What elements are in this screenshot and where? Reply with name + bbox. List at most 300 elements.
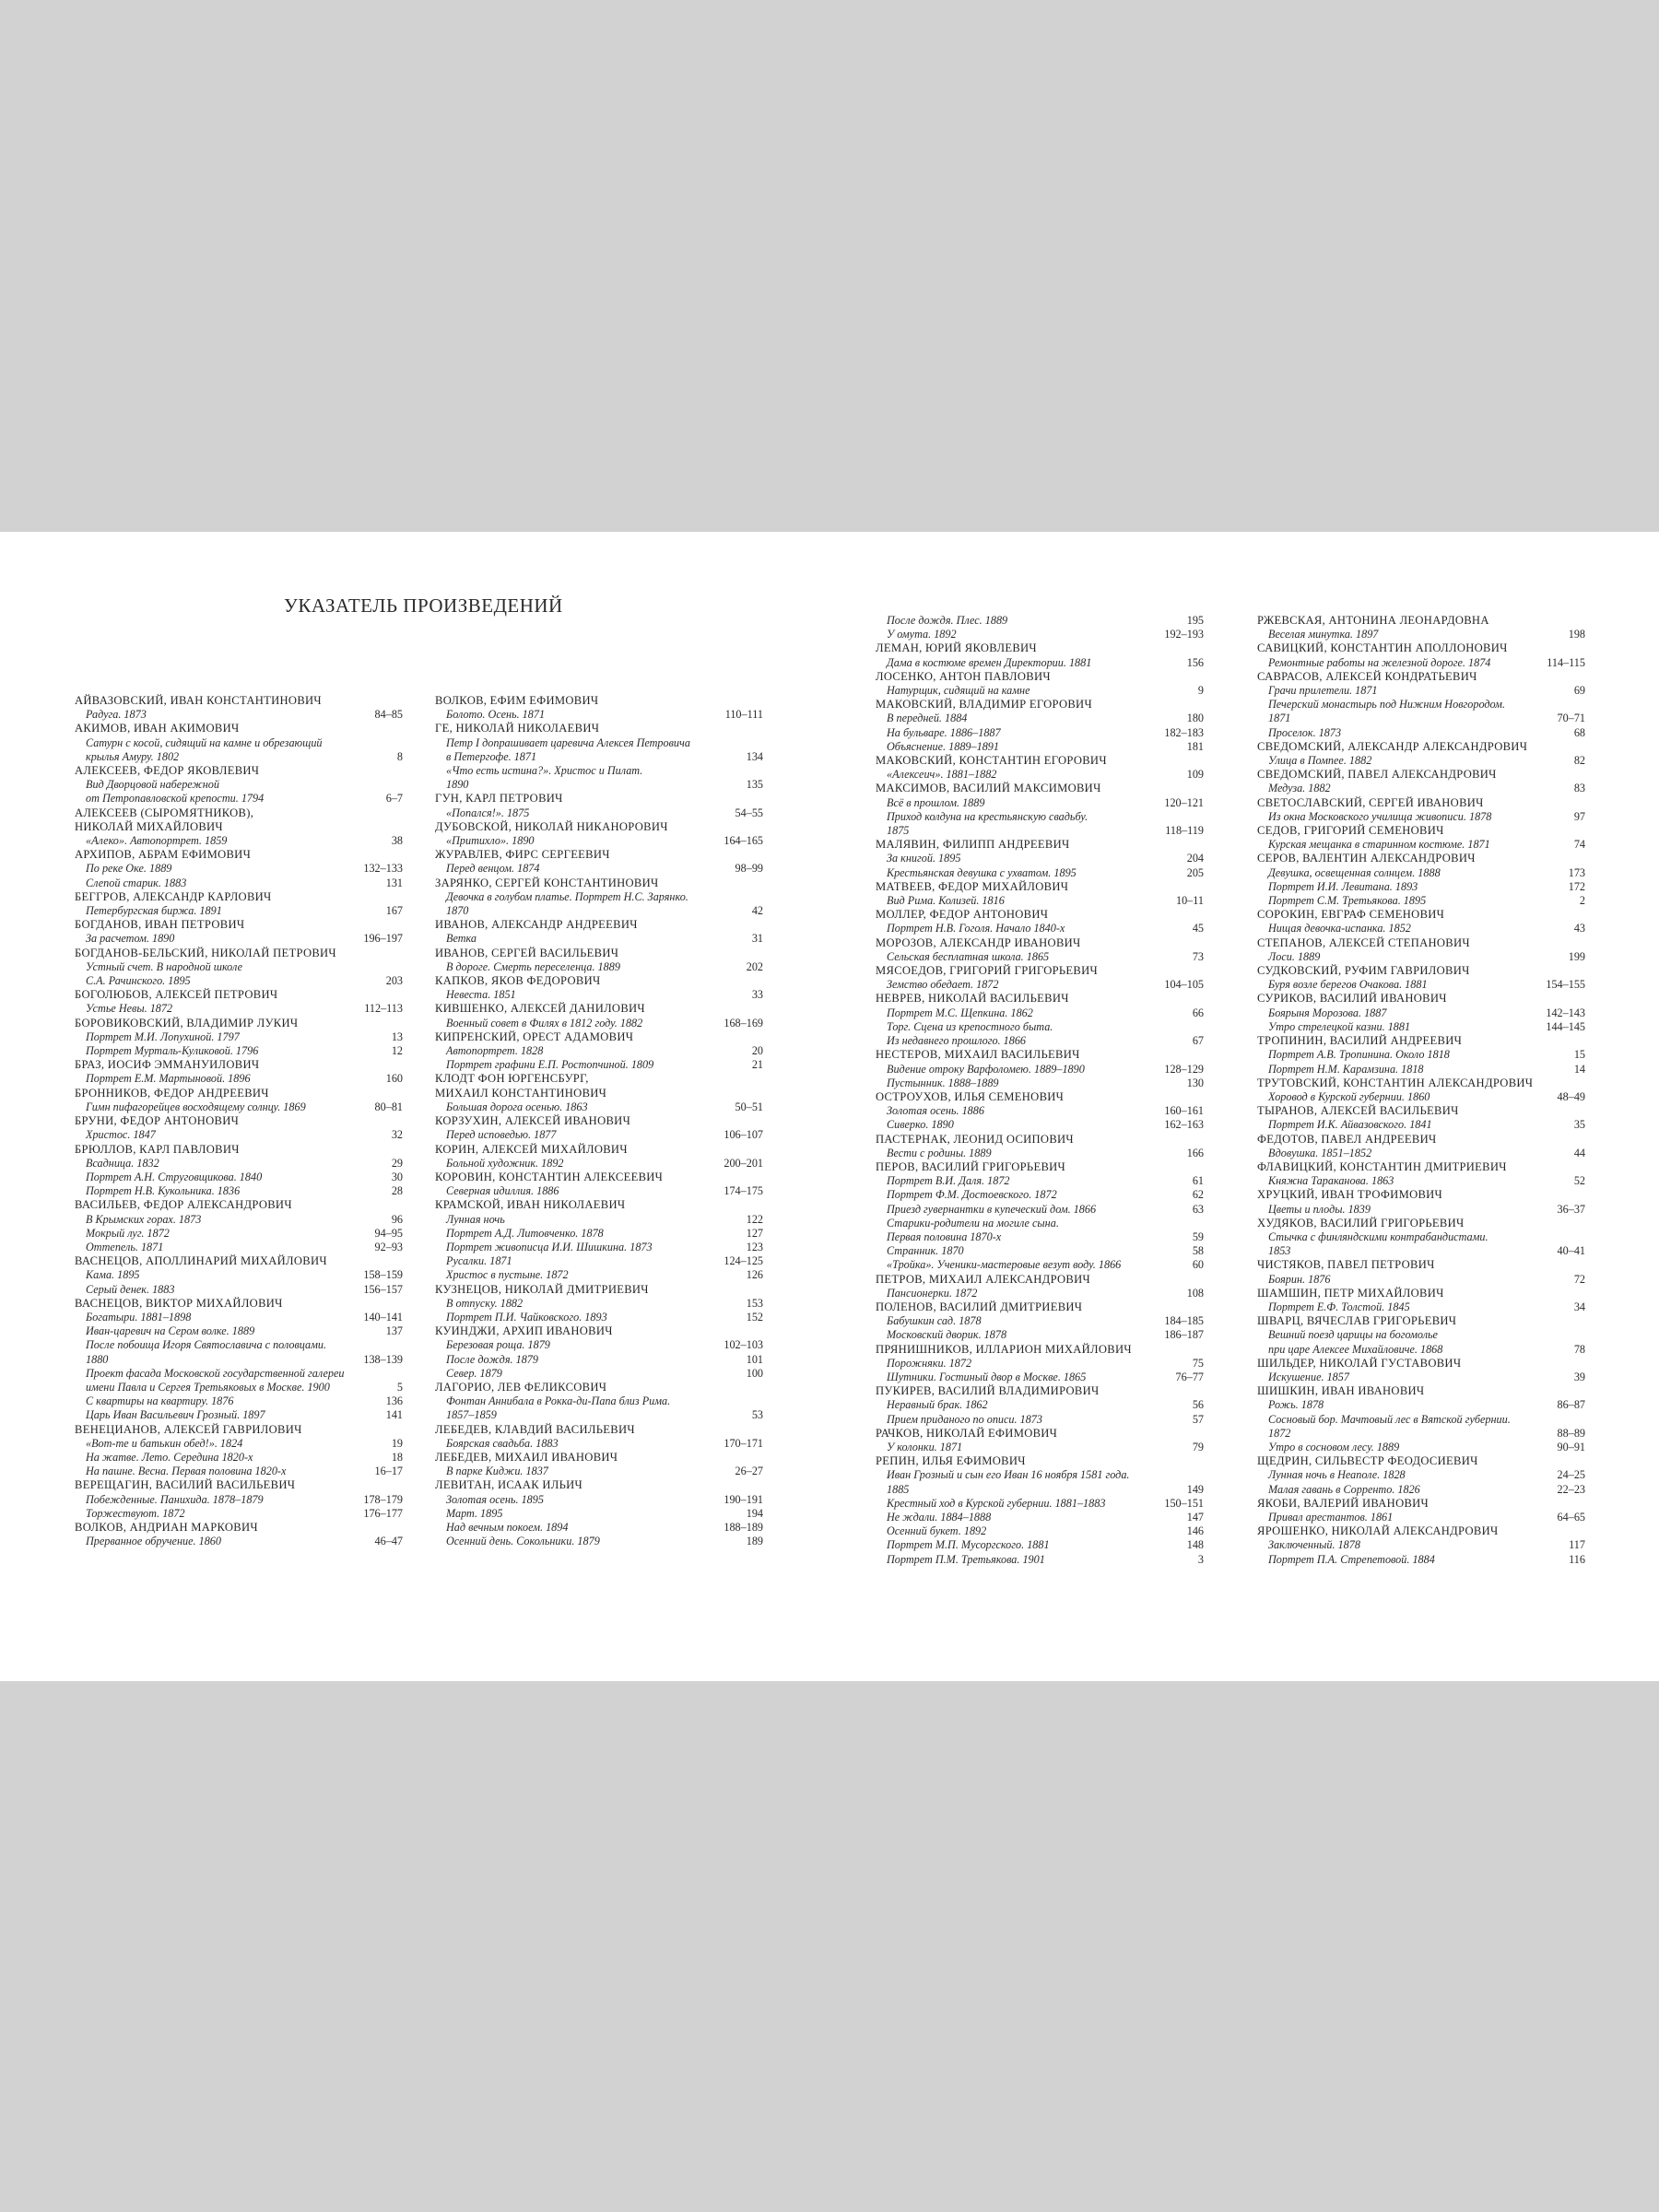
work-row (1257, 1441, 1585, 1454)
index-entry (435, 1072, 763, 1086)
index-entry (435, 1283, 763, 1325)
work-title: Заключенный. 1878 (1268, 1538, 1360, 1552)
work-row (75, 1311, 403, 1324)
index-entry (435, 1087, 763, 1114)
index-entry (75, 1521, 403, 1548)
page-number: 106–107 (724, 1128, 763, 1142)
work-row (75, 1268, 403, 1282)
artist-name: ИВАНОВ, СЕРГЕЙ ВАСИЛЬЕВИЧ (435, 946, 619, 959)
page-number: 123 (746, 1240, 763, 1253)
work-title: Иван-царевич на Сером волке. 1889 (86, 1324, 255, 1338)
work-row (876, 1314, 1204, 1328)
page-number: 184–185 (1164, 1314, 1204, 1328)
work-title: Стычка с финляндскими контрабандистами. 1853 (1268, 1230, 1488, 1258)
index-entry (75, 764, 403, 806)
artist-name: БОГДАНОВ, ИВАН ПЕТРОВИЧ (75, 918, 245, 932)
work-row (876, 1118, 1204, 1132)
page-number: 18 (391, 1450, 403, 1464)
page-number: 117 (1569, 1538, 1585, 1552)
work-row (1257, 1371, 1585, 1384)
work-title: В отпуску. 1882 (446, 1296, 524, 1310)
work-title: «Что есть истина?». Христос и Пилат. 1890 (446, 764, 643, 792)
artist-name: КОРИН, АЛЕКСЕЙ МИХАЙЛОВИЧ (435, 1142, 628, 1156)
work-row (876, 726, 1204, 740)
work-row (1257, 810, 1585, 824)
work-row (435, 890, 763, 918)
artist-name: ТРОПИНИН, ВАСИЛИЙ АНДРЕЕВИЧ (1257, 1034, 1463, 1048)
work-row (75, 1338, 403, 1366)
work-title: Привал арестантов. 1861 (1268, 1511, 1394, 1524)
artist-name: ЯРОШЕНКО, НИКОЛАЙ АЛЕКСАНДРОВИЧ (1257, 1524, 1499, 1538)
page-number: 80–81 (374, 1100, 403, 1113)
page-number: 124–125 (724, 1254, 763, 1268)
work-row (435, 1044, 763, 1058)
artist-name: КУЗНЕЦОВ, НИКОЛАЙ ДМИТРИЕВИЧ (435, 1282, 649, 1296)
page-number: 188–189 (724, 1520, 763, 1534)
index-entry (876, 1133, 1204, 1160)
work-row (876, 1077, 1204, 1090)
page-number: 137 (385, 1324, 403, 1338)
work-row (435, 1184, 763, 1198)
index-entry (1257, 1188, 1585, 1216)
work-title: Прием приданого по описи. 1873 (887, 1412, 1042, 1426)
work-title: Видение отроку Варфоломею. 1889–1890 (887, 1062, 1085, 1076)
artist-name: КРАМСКОЙ, ИВАН НИКОЛАЕВИЧ (435, 1198, 626, 1212)
page-number: 84–85 (374, 708, 403, 722)
page-number: 63 (1192, 1202, 1204, 1216)
page-number: 75 (1192, 1356, 1204, 1370)
page-number: 147 (1186, 1511, 1204, 1524)
page-number: 29 (391, 1156, 403, 1170)
work-title: Золотая осень. 1895 (446, 1492, 544, 1506)
index-entry (75, 890, 403, 918)
work-title: Вешний поезд царицы на богомолье при царе Алексее Михайловиче. 1868 (1268, 1328, 1443, 1356)
artist-name: СВЕДОМСКИЙ, АЛЕКСАНДР АЛЕКСАНДРОВИЧ (1257, 739, 1528, 753)
work-title: Портрет П.А. Стрепетовой. 1884 (1268, 1552, 1435, 1566)
page-number: 192–193 (1164, 628, 1204, 641)
page-number: 62 (1192, 1188, 1204, 1202)
page-number: 10–11 (1175, 894, 1204, 908)
work-row (1257, 1483, 1585, 1497)
page-number: 176–177 (363, 1506, 403, 1520)
work-title: Объяснение. 1889–1891 (887, 739, 999, 753)
artist-name: МАЛЯВИН, ФИЛИПП АНДРЕЕВИЧ (876, 838, 1070, 852)
work-row (1257, 1063, 1585, 1077)
page-number: 101 (746, 1352, 763, 1366)
artist-name: АКИМОВ, ИВАН АКИМОВИЧ (75, 722, 240, 735)
work-title: В парке Киджи. 1837 (446, 1465, 548, 1478)
artist-name: ВАСНЕЦОВ, АПОЛЛИНАРИЙ МИХАЙЛОВИЧ (75, 1254, 327, 1268)
index-entry (1257, 1034, 1585, 1077)
work-row (1257, 1413, 1585, 1441)
work-row (1257, 1048, 1585, 1062)
work-title: Крестьянская девушка с ухватом. 1895 (887, 865, 1077, 879)
work-row (1257, 1300, 1585, 1314)
artist-name: МИХАИЛ КОНСТАНТИНОВИЧ (435, 1086, 607, 1100)
artist-name: ОСТРОУХОВ, ИЛЬЯ СЕМЕНОВИЧ (876, 1089, 1065, 1103)
page-number: 203 (385, 974, 403, 988)
work-title: Проселок. 1873 (1268, 725, 1342, 739)
work-row (876, 1147, 1204, 1160)
work-title: Хоровод в Курской губернии. 1860 (1268, 1089, 1430, 1103)
index-entry (75, 988, 403, 1016)
work-row (876, 1497, 1204, 1511)
page-number: 140–141 (363, 1310, 403, 1324)
work-title: Военный совет в Филях в 1812 году. 1882 (446, 1016, 643, 1030)
work-row (75, 736, 403, 764)
work-title: После дождя. 1879 (446, 1352, 538, 1366)
work-title: На бульваре. 1886–1887 (887, 725, 1001, 739)
index-entry (1257, 1217, 1585, 1259)
index-entry (75, 1198, 403, 1254)
artist-name: ТРУТОВСКИЙ, КОНСТАНТИН АЛЕКСАНДРОВИЧ (1257, 1076, 1534, 1089)
work-title: Лоси. 1889 (1268, 949, 1321, 963)
index-entry (1257, 852, 1585, 908)
artist-name: ХРУЦКИЙ, ИВАН ТРОФИМОВИЧ (1257, 1188, 1443, 1202)
artist-name: КОРЗУХИН, АЛЕКСЕЙ ИВАНОВИЧ (435, 1114, 631, 1128)
work-row (876, 894, 1204, 908)
work-row (435, 1493, 763, 1507)
work-row (75, 1128, 403, 1142)
work-row (435, 1227, 763, 1241)
work-row (435, 862, 763, 876)
work-row (1257, 656, 1585, 670)
artist-name: ШВАРЦ, ВЯЧЕСЛАВ ГРИГОРЬЕВИЧ (1257, 1314, 1457, 1328)
work-title: Сатурн с косой, сидящий на камне и обрезающий крылья Амуру. 1802 (86, 735, 323, 763)
page-number: 9 (1197, 684, 1204, 698)
work-title: В передней. 1884 (887, 712, 968, 725)
page-number: 108 (1186, 1286, 1204, 1300)
page-number: 168–169 (724, 1016, 763, 1030)
index-entry (435, 694, 763, 722)
page-number: 144–145 (1546, 1019, 1585, 1033)
page-number: 182–183 (1164, 725, 1204, 739)
work-title: После дождя. Плес. 1889 (887, 614, 1008, 627)
index-entry (75, 1114, 403, 1142)
page-number: 67 (1192, 1034, 1204, 1048)
index-entry (1257, 964, 1585, 992)
work-title: Бабушкин сад. 1878 (887, 1314, 982, 1328)
index-column-3 (876, 614, 1204, 1567)
work-row (876, 1538, 1204, 1552)
work-title: «Притихло». 1890 (446, 834, 535, 848)
work-title: Христос. 1847 (86, 1128, 156, 1142)
work-row (75, 904, 403, 918)
work-row (1257, 628, 1585, 641)
work-title: «Вот-те и батькин обед!». 1824 (86, 1436, 243, 1450)
page-number: 141 (385, 1408, 403, 1422)
work-title: Русалки. 1871 (446, 1254, 512, 1268)
page-number: 135 (746, 778, 763, 792)
work-row (1257, 1468, 1585, 1482)
work-title: Старики-родители на могиле сына. Первая половина 1870-х (887, 1216, 1059, 1243)
work-title: Портрет В.И. Даля. 1872 (887, 1174, 1010, 1188)
index-entry (1257, 1258, 1585, 1286)
work-row (876, 628, 1204, 641)
page-number: 138–139 (363, 1352, 403, 1366)
artist-name: ФЕДОТОВ, ПАВЕЛ АНДРЕЕВИЧ (1257, 1132, 1437, 1146)
work-title: Грачи прилетели. 1871 (1268, 684, 1378, 698)
work-row (75, 1535, 403, 1548)
artist-name: САВРАСОВ, АЛЕКСЕЙ КОНДРАТЬЕВИЧ (1257, 669, 1477, 683)
work-row (75, 1324, 403, 1338)
page-number: 167 (385, 904, 403, 918)
artist-name: ЛЕБЕДЕВ, КЛАВДИЙ ВАСИЛЬЕВИЧ (435, 1422, 635, 1436)
work-row (75, 1213, 403, 1227)
artist-name: СВЕДОМСКИЙ, ПАВЕЛ АЛЕКСАНДРОВИЧ (1257, 768, 1497, 782)
index-entry (435, 1143, 763, 1171)
work-title: Сельская бесплатная школа. 1865 (887, 949, 1050, 963)
index-entry (1257, 1133, 1585, 1160)
work-row (876, 1357, 1204, 1371)
index-entry (435, 1324, 763, 1381)
page-number: 152 (746, 1310, 763, 1324)
index-entry (75, 947, 403, 989)
page-number: 64–65 (1557, 1511, 1585, 1524)
work-row (75, 877, 403, 890)
page-number: 44 (1573, 1146, 1585, 1159)
artist-name: БОГДАНОВ-БЕЛЬСКИЙ, НИКОЛАЙ ПЕТРОВИЧ (75, 946, 336, 959)
work-row (435, 764, 763, 792)
work-title: Осенний букет. 1892 (887, 1524, 987, 1538)
page-title: УКАЗАТЕЛЬ ПРОИЗВЕДЕНИЙ (284, 594, 563, 617)
index-entry (1257, 1104, 1585, 1132)
artist-name: ЯКОБИ, ВАЛЕРИЙ ИВАНОВИЧ (1257, 1496, 1430, 1510)
index-entry (876, 1300, 1204, 1343)
page-number: 14 (1573, 1062, 1585, 1076)
index-entry (435, 947, 763, 974)
page-number: 19 (391, 1436, 403, 1450)
page-number: 166 (1186, 1146, 1204, 1159)
index-entry (1257, 1160, 1585, 1188)
work-row (75, 1171, 403, 1184)
artist-name: ПОЛЕНОВ, ВАСИЛИЙ ДМИТРИЕВИЧ (876, 1300, 1083, 1313)
page-number: 130 (1186, 1076, 1204, 1089)
work-row (1257, 1174, 1585, 1188)
work-row (435, 1058, 763, 1072)
page-number: 186–187 (1164, 1328, 1204, 1342)
page-number: 160–161 (1164, 1104, 1204, 1118)
work-title: Нищая девочка-испанка. 1852 (1268, 922, 1411, 935)
page-number: 73 (1192, 949, 1204, 963)
page-number: 122 (746, 1212, 763, 1226)
page-number: 50–51 (735, 1100, 763, 1113)
index-entry (435, 792, 763, 819)
work-title: Девушка, освещенная солнцем. 1888 (1268, 865, 1441, 879)
work-row (75, 1157, 403, 1171)
work-title: Невеста. 1851 (446, 988, 516, 1002)
work-title: Портрет М.И. Лопухиной. 1797 (86, 1030, 240, 1043)
page-number: 92–93 (374, 1240, 403, 1253)
page-number: 196–197 (363, 932, 403, 946)
page-number: 162–163 (1164, 1118, 1204, 1132)
work-title: «Алеко». Автопортрет. 1859 (86, 834, 228, 848)
page-number: 21 (751, 1058, 763, 1072)
work-row (876, 1441, 1204, 1454)
page-number: 43 (1573, 922, 1585, 935)
index-entry (435, 1198, 763, 1282)
page-number: 69 (1573, 684, 1585, 698)
artist-name: МЯСОЕДОВ, ГРИГОРИЙ ГРИГОРЬЕВИЧ (876, 964, 1098, 978)
page-number: 116 (1569, 1552, 1585, 1566)
work-row (876, 1287, 1204, 1300)
index-column-2 (435, 694, 763, 1548)
index-entry (75, 1087, 403, 1114)
artist-name: ПРЯНИШНИКОВ, ИЛЛАРИОН МИХАЙЛОВИЧ (876, 1342, 1132, 1356)
work-row (435, 1213, 763, 1227)
artist-name: КУИНДЖИ, АРХИП ИВАНОВИЧ (435, 1324, 613, 1338)
work-row (1257, 726, 1585, 740)
index-entry (876, 992, 1204, 1048)
work-row (75, 1408, 403, 1422)
index-entry (1257, 936, 1585, 964)
artist-name: ПАСТЕРНАК, ЛЕОНИД ОСИПОВИЧ (876, 1132, 1074, 1146)
work-row (435, 1535, 763, 1548)
work-row (75, 1493, 403, 1507)
page-number: 35 (1573, 1118, 1585, 1132)
artist-name: ВАСИЛЬЕВ, ФЕДОР АЛЕКСАНДРОВИЧ (75, 1198, 292, 1212)
index-entry (1257, 740, 1585, 768)
artist-name: АРХИПОВ, АБРАМ ЕФИМОВИЧ (75, 848, 252, 862)
artist-name: ФЛАВИЦКИЙ, КОНСТАНТИН ДМИТРИЕВИЧ (1257, 1159, 1507, 1173)
work-row (876, 740, 1204, 754)
page-number: 194 (746, 1506, 763, 1520)
page-number: 45 (1192, 922, 1204, 935)
work-title: Березовая роща. 1879 (446, 1338, 550, 1352)
work-row (876, 1328, 1204, 1342)
work-row (876, 768, 1204, 782)
index-entry (75, 1423, 403, 1479)
page-number: 128–129 (1164, 1062, 1204, 1076)
index-entry (435, 820, 763, 848)
page-number: 195 (1186, 614, 1204, 627)
index-entry (876, 838, 1204, 880)
artist-name: ШИШКИН, ИВАН ИВАНОВИЧ (1257, 1384, 1425, 1398)
work-title: Портрет Мурталь-Куликовой. 1796 (86, 1044, 259, 1058)
page-number: 109 (1186, 768, 1204, 782)
artist-name: ЛАГОРИО, ЛЕВ ФЕЛИКСОВИЧ (435, 1380, 607, 1394)
work-title: Север. 1879 (446, 1366, 502, 1380)
index-entry (75, 1143, 403, 1199)
page-number: 70–71 (1557, 712, 1585, 725)
work-row (876, 1188, 1204, 1202)
page-number: 83 (1573, 782, 1585, 795)
work-row (1257, 698, 1585, 725)
page-number: 78 (1573, 1342, 1585, 1356)
work-row (876, 810, 1204, 838)
index-entry (876, 1090, 1204, 1133)
page-number: 97 (1573, 809, 1585, 823)
artist-name: СУРИКОВ, ВАСИЛИЙ ИВАНОВИЧ (1257, 992, 1447, 1006)
work-row (876, 656, 1204, 670)
work-title: Мокрый луг. 1872 (86, 1226, 170, 1240)
work-row (876, 1553, 1204, 1567)
page-number: 153 (746, 1296, 763, 1310)
work-row (1257, 1203, 1585, 1217)
page-number: 86–87 (1557, 1398, 1585, 1412)
index-entry (876, 1454, 1204, 1567)
work-title: «Попался!». 1875 (446, 806, 530, 819)
work-title: Портрет П.И. Чайковского. 1893 (446, 1310, 607, 1324)
work-title: Московский дворик. 1878 (887, 1328, 1007, 1342)
index-entry (1257, 824, 1585, 852)
work-row (1257, 922, 1585, 935)
index-entry (876, 936, 1204, 964)
work-row (876, 1371, 1204, 1384)
work-row (75, 1227, 403, 1241)
work-row (876, 1104, 1204, 1118)
page-number: 131 (385, 876, 403, 889)
artist-name: РЖЕВСКАЯ, АНТОНИНА ЛЕОНАРДОВНА (1257, 614, 1489, 627)
work-title: Слепой старик. 1883 (86, 876, 187, 889)
page-number: 38 (391, 834, 403, 848)
page-number: 61 (1192, 1174, 1204, 1188)
page-number: 88–89 (1557, 1426, 1585, 1440)
work-title: На жатве. Лето. Середина 1820-х (86, 1450, 253, 1464)
artist-name: СВЕТОСЛАВСКИЙ, СЕРГЕЙ ИВАНОВИЧ (1257, 795, 1484, 809)
work-row (876, 1398, 1204, 1412)
page-number: 120–121 (1164, 795, 1204, 809)
page-number: 12 (391, 1044, 403, 1058)
index-entry (876, 908, 1204, 935)
work-title: Портрет живописца И.И. Шишкина. 1873 (446, 1240, 653, 1253)
artist-name: РЕПИН, ИЛЬЯ ЕФИМОВИЧ (876, 1454, 1026, 1468)
work-title: Буря возле берегов Очакова. 1881 (1268, 978, 1428, 992)
work-row (1257, 1398, 1585, 1412)
page-number: 132–133 (363, 862, 403, 876)
artist-name: ЧИСТЯКОВ, ПАВЕЛ ПЕТРОВИЧ (1257, 1258, 1435, 1272)
index-entry (435, 1381, 763, 1423)
work-row (75, 960, 403, 988)
work-row (1257, 1273, 1585, 1287)
work-title: Портрет М.С. Щепкина. 1862 (887, 1006, 1033, 1019)
page-number: 148 (1186, 1538, 1204, 1552)
index-entry (876, 964, 1204, 992)
work-row (435, 834, 763, 848)
index-entry (1257, 614, 1585, 641)
page-number: 127 (746, 1226, 763, 1240)
page-number: 205 (1186, 865, 1204, 879)
work-title: Вид Дворцовой набережной от Петропавловской крепости. 1794 (86, 778, 265, 806)
page-number: 100 (746, 1366, 763, 1380)
index-entry (876, 670, 1204, 698)
work-title: Торжествуют. 1872 (86, 1506, 185, 1520)
work-title: Вести с родины. 1889 (887, 1146, 992, 1159)
page-number: 96 (391, 1212, 403, 1226)
work-title: Больной художник. 1892 (446, 1156, 564, 1170)
work-title: За расчетом. 1890 (86, 932, 175, 946)
index-entry (75, 848, 403, 890)
work-title: Портрет Н.В. Гоголя. Начало 1840-х (887, 922, 1065, 935)
page-number: 174–175 (724, 1184, 763, 1198)
work-title: Над вечным покоем. 1894 (446, 1520, 569, 1534)
artist-name: БРУНИ, ФЕДОР АНТОНОВИЧ (75, 1114, 240, 1128)
artist-name: ЖУРАВЛЕВ, ФИРС СЕРГЕЕВИЧ (435, 848, 610, 862)
work-title: Вдовушка. 1851–1852 (1268, 1146, 1372, 1159)
work-title: Шутники. Гостиный двор в Москве. 1865 (887, 1370, 1087, 1383)
index-entry (1257, 1524, 1585, 1567)
artist-name: БОГОЛЮБОВ, АЛЕКСЕЙ ПЕТРОВИЧ (75, 988, 278, 1002)
work-row (1257, 1020, 1585, 1034)
work-title: Всё в прошлом. 1889 (887, 795, 985, 809)
index-entry (876, 614, 1204, 641)
artist-name: МАКОВСКИЙ, ВЛАДИМИР ЕГОРОВИЧ (876, 698, 1092, 712)
work-title: Медуза. 1882 (1268, 782, 1331, 795)
artist-name: СЕДОВ, ГРИГОРИЙ СЕМЕНОВИЧ (1257, 824, 1444, 838)
work-title: По реке Оке. 1889 (86, 862, 172, 876)
page-number: 2 (1579, 894, 1585, 908)
work-row (876, 1006, 1204, 1020)
